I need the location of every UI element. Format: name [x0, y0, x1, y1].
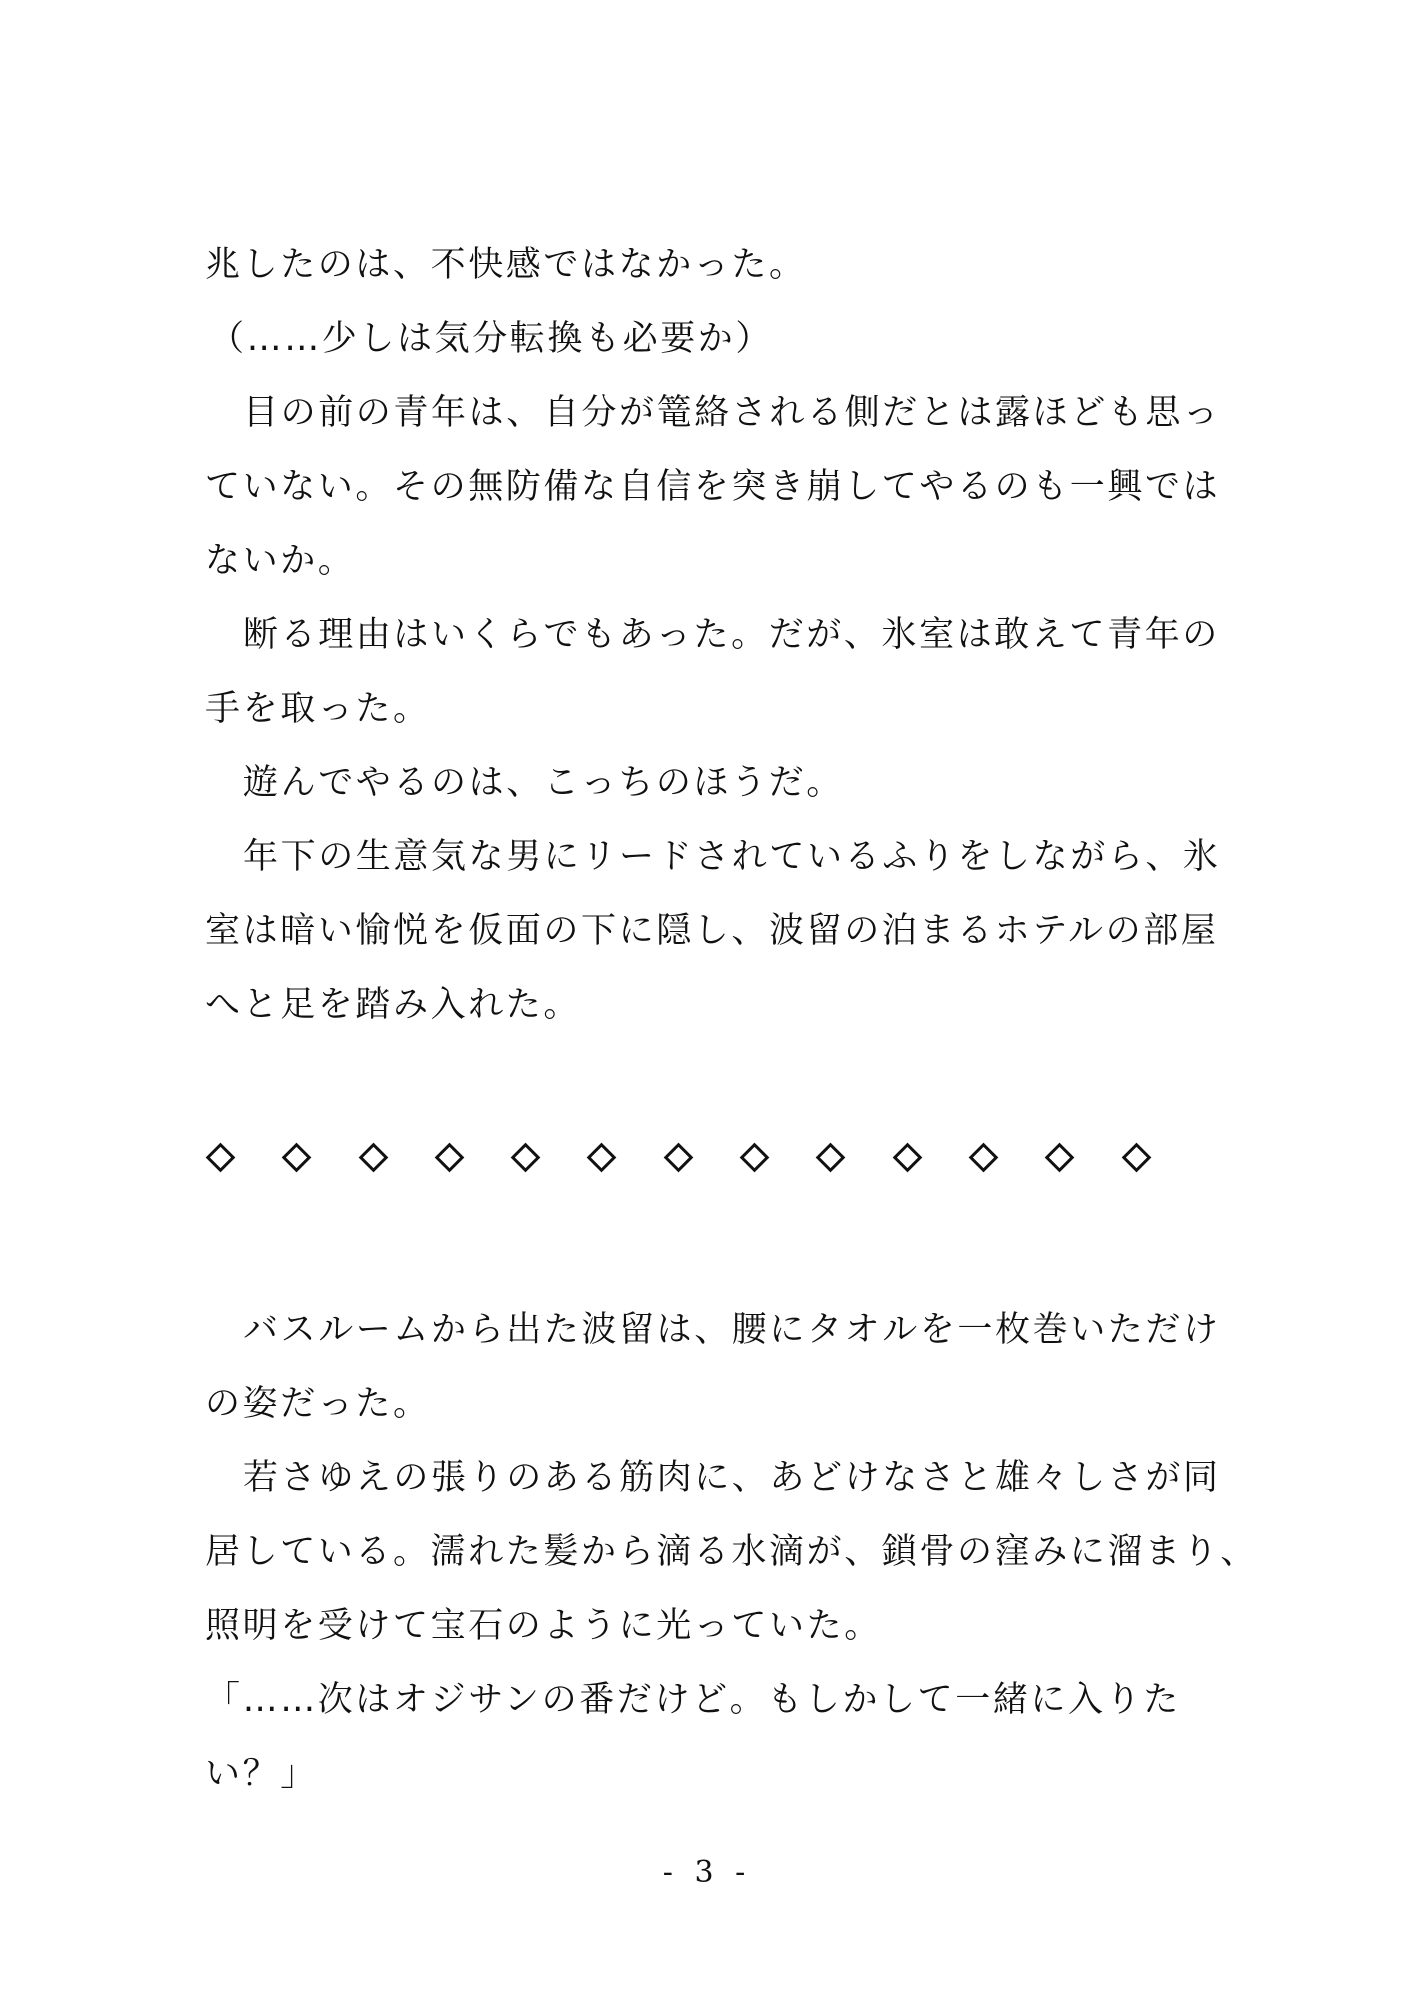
page-number: - 3 -: [662, 1855, 752, 1890]
diamond-icon: [1044, 1141, 1120, 1177]
diamond-icon: [663, 1141, 739, 1177]
diamond-icon: [281, 1141, 357, 1177]
diamond-icon: [815, 1141, 891, 1177]
diamond-icon: [892, 1141, 968, 1177]
dialogue-line: 「……次はオジサンの番だけど。もしかして一緒に入りた: [205, 1680, 1181, 1720]
paragraph-line: 年下の生意気な男にリードされているふりをしながら、氷: [243, 837, 1221, 877]
paragraph-line: 室は暗い愉悦を仮面の下に隠し、波留の泊まるホテルの部屋: [205, 911, 1219, 951]
paragraph-line: 照明を受けて宝石のように光っていた。: [205, 1606, 882, 1646]
paragraph-line: 居している。濡れた髪から滴る水滴が、鎖骨の窪みに溜まり、: [205, 1532, 1258, 1572]
diamond-icon: [1121, 1141, 1197, 1177]
paragraph-line: バスルームから出た波留は、腰にタオルを一枚巻いただけ: [243, 1310, 1221, 1350]
diamond-icon: [739, 1141, 815, 1177]
paragraph-line: 兆したのは、不快感ではなかった。: [205, 245, 807, 285]
section-2-text: [205, 1293, 1258, 1811]
paragraph-line: 遊んでやるのは、こっちのほうだ。: [243, 763, 844, 803]
paragraph-line: 若さゆえの張りのある筋肉に、あどけなさと雄々しさが同: [243, 1458, 1221, 1498]
paragraph-line: 断る理由はいくらでもあった。だが、氷室は敢えて青年の: [243, 615, 1220, 655]
paragraph-line: へと足を踏み入れた。: [205, 985, 582, 1025]
diamond-icon: [586, 1141, 662, 1177]
diamond-icon: [434, 1141, 510, 1177]
scene-break-divider: [205, 1141, 1197, 1177]
diamond-icon: [968, 1141, 1044, 1177]
paragraph-line: の姿だった。: [205, 1384, 431, 1424]
inner-thought-line: （……少しは気分転換も必要か）: [209, 319, 774, 359]
paragraph-line: 目の前の青年は、自分が篭絡される側だとは露ほども思っ: [243, 393, 1221, 433]
section-1-text: [205, 228, 1225, 1042]
paragraph-line: 手を取った。: [205, 689, 431, 729]
paragraph-line: ていない。その無防備な自信を突き崩してやるのも一興では: [205, 467, 1221, 507]
diamond-icon: [205, 1141, 281, 1177]
diamond-icon: [510, 1141, 586, 1177]
dialogue-line: い？」: [205, 1754, 318, 1794]
paragraph-line: ないか。: [205, 541, 356, 581]
diamond-icon: [358, 1141, 434, 1177]
